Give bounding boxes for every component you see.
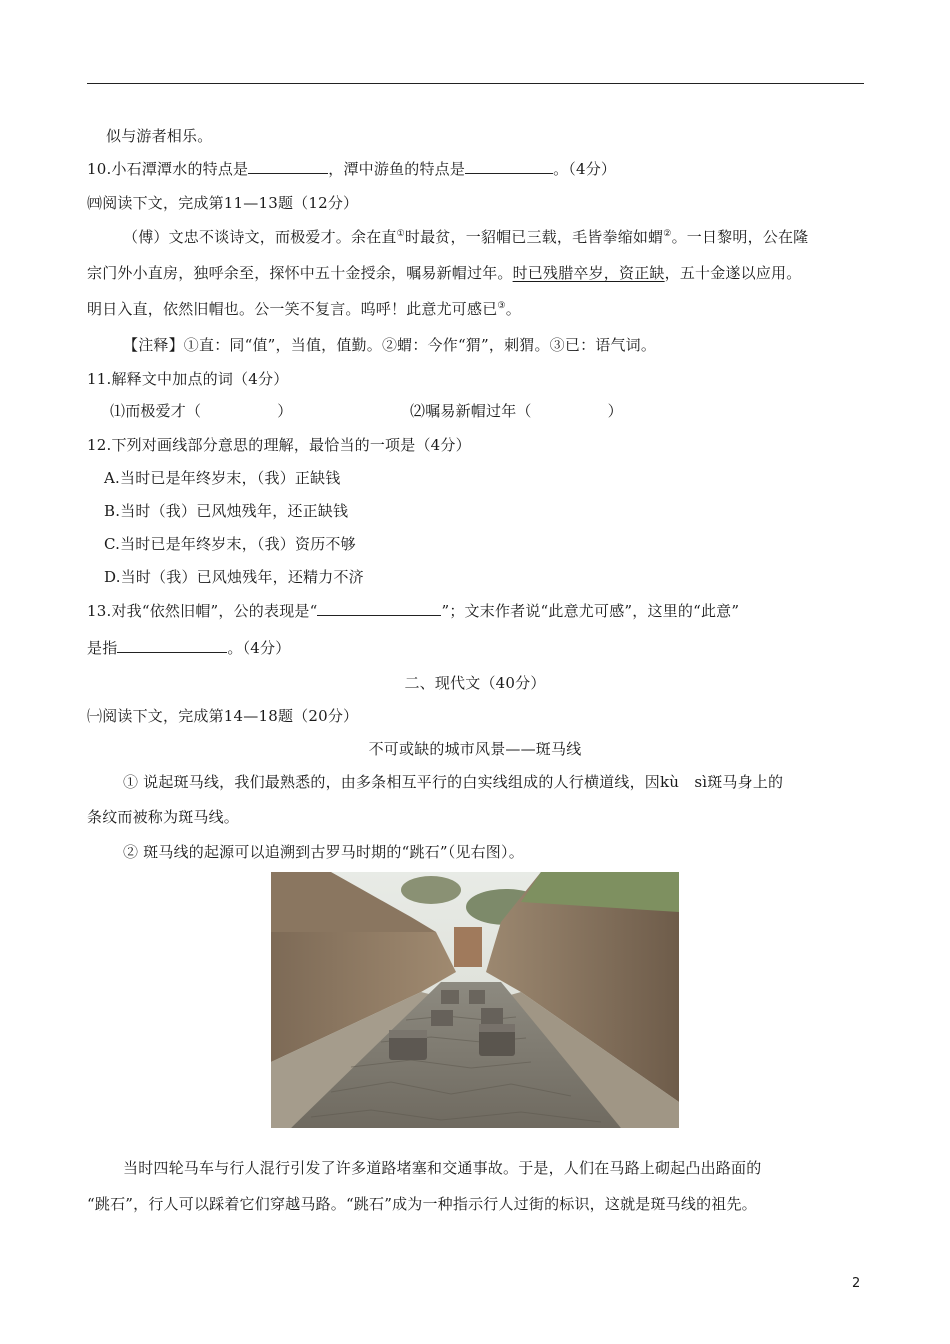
question-11: 11.解释文中加点的词（4分） xyxy=(87,370,289,388)
question-12: 12.下列对画线部分意思的理解，最恰当的一项是（4分） xyxy=(87,436,471,454)
passage-line xyxy=(123,227,808,247)
question-10 xyxy=(87,159,616,179)
option-c: C.当时已是年终岁末，（我）资历不够 xyxy=(104,535,356,553)
article-paragraph: ② 斑马线的起源可以追溯到古罗马时期的“跳石”（见右图）。 xyxy=(123,843,524,861)
footnote-mark: ① xyxy=(396,229,405,239)
passage-text: ，五十金遂以应用。 xyxy=(664,264,802,282)
header-rule xyxy=(87,83,864,84)
passage-line xyxy=(87,263,801,283)
section-heading: ㈠阅读下文，完成第14—18题（20分） xyxy=(87,707,359,725)
passage-text: 时最贫，一貂帽已三载，毛皆拳缩如蝟 xyxy=(404,228,664,246)
passage-text: 。一日黎明，公在隆 xyxy=(671,228,809,246)
question-11-item: ⑵嘱易新帽过年（ ） xyxy=(410,402,623,420)
question-13-text: ”；文末作者说“此意尤可感”，这里的“此意” xyxy=(441,602,740,620)
question-10-text: 。（4分） xyxy=(553,160,617,178)
question-13-text: 。（4分） xyxy=(227,639,291,657)
question-10-text: 10.小石潭潭水的特点是 xyxy=(87,160,249,178)
stepping-stones-photo xyxy=(271,872,679,1128)
section-heading: ㈣阅读下文，完成第11—13题（12分） xyxy=(87,194,359,212)
option-d: D.当时（我）已风烛残年，还精力不济 xyxy=(104,568,364,586)
question-13-text: 13.对我“依然旧帽”，公的表现是“ xyxy=(87,602,318,620)
passage-line xyxy=(87,299,521,319)
text-line: 似与游者相乐。 xyxy=(106,127,213,145)
question-10-text: ，潭中游鱼的特点是 xyxy=(328,160,466,178)
passage-text: （傅）文忠不谈诗文，而极爱才。余在直 xyxy=(123,228,397,246)
question-13-cont xyxy=(87,638,290,658)
answer-blank[interactable] xyxy=(317,601,441,616)
question-13-text: 是指 xyxy=(87,639,118,657)
passage-text: 明日入直，依然旧帽也。公一笑不复言。呜呼！此意尤可感已 xyxy=(87,300,498,318)
underlined-text: 时已残腊卒岁，资正缺 xyxy=(512,264,665,282)
article-paragraph: 当时四轮马车与行人混行引发了许多道路堵塞和交通事故。于是，人们在马路上砌起凸出路面的 xyxy=(123,1159,762,1177)
article-title: 不可或缺的城市风景——斑马线 xyxy=(368,740,582,758)
answer-blank[interactable] xyxy=(117,638,227,653)
question-11-item: ⑴而极爱才（ ） xyxy=(110,402,293,420)
article-paragraph: ① 说起斑马线，我们最熟悉的，由多条相互平行的白实线组成的人行横道线，因kù sì斑马身上的 xyxy=(123,773,784,791)
footnote-mark: ③ xyxy=(497,301,506,311)
passage-text: 宗门外小直房，独呼余至，探怀中五十金授余，嘱易新帽过年。 xyxy=(87,264,513,282)
answer-blank[interactable] xyxy=(465,159,553,174)
footnote-mark: ② xyxy=(663,229,672,239)
part-heading: 二、现代文（40分） xyxy=(404,674,546,692)
page-number: 2 xyxy=(852,1276,861,1291)
answer-blank[interactable] xyxy=(248,159,328,174)
question-13 xyxy=(87,601,739,621)
passage-text: 。 xyxy=(505,300,521,318)
option-a: A.当时已是年终岁末，（我）正缺钱 xyxy=(104,469,341,487)
option-b: B.当时（我）已风烛残年，还正缺钱 xyxy=(104,502,349,520)
article-paragraph: 条纹而被称为斑马线。 xyxy=(87,808,240,826)
article-paragraph: “跳石”，行人可以踩着它们穿越马路。“跳石”成为一种指示行人过街的标识，这就是斑马线的祖先。 xyxy=(87,1195,757,1213)
annotation-note: 【注释】①直：同“值”，当值，值勤。②蝟：今作“猬”，刺猬。③已：语气词。 xyxy=(123,336,657,354)
